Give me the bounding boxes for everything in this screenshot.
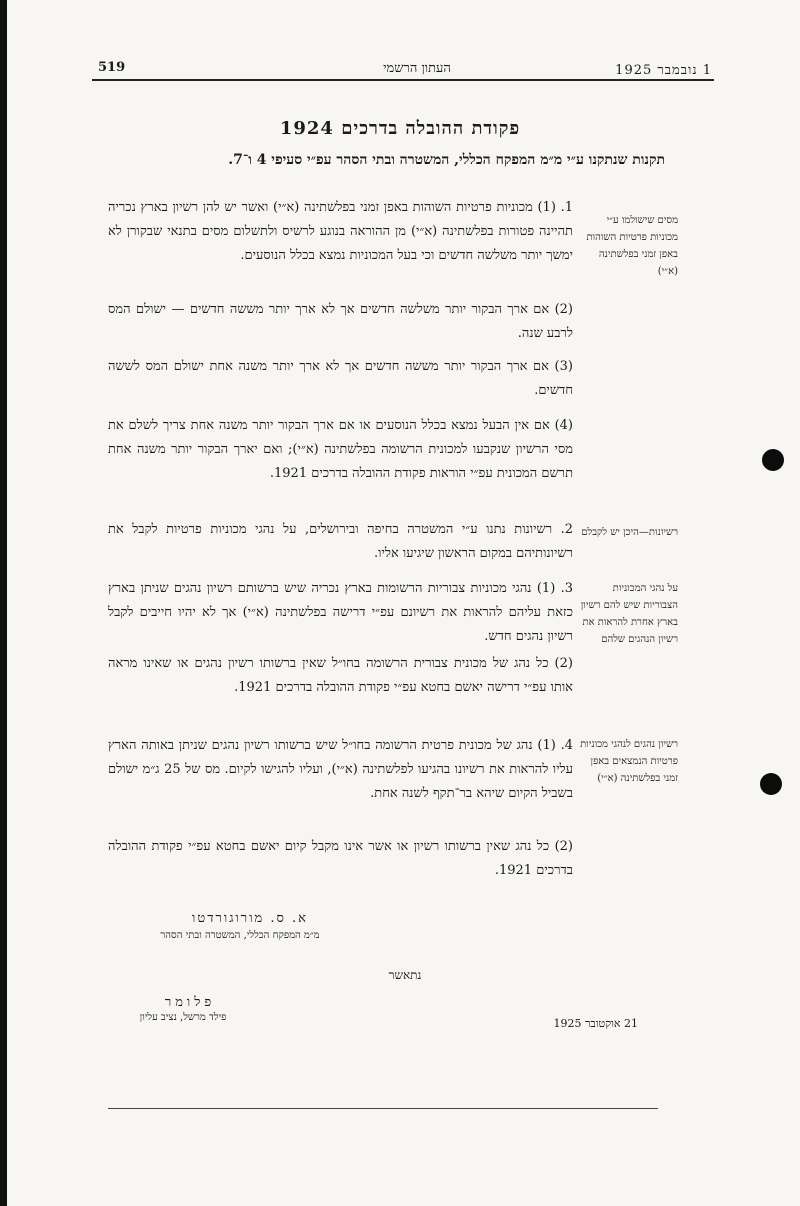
paragraph: (2) אם ארך הבקור יותר משלשה חדשים אך לא ארך יותר מששה חדשים — ישולם המס לרבע שנה. bbox=[108, 302, 573, 341]
punch-hole bbox=[760, 773, 782, 795]
approver-role: פילד מרשל, נציב עליון bbox=[139, 1012, 227, 1023]
margin-note: רשיון נהגים לנהגי מכוניות פרטיות הנמצאים באפן זמני בפלשתינה (א״י) bbox=[580, 739, 678, 784]
margin-note: מסים שישולמו ע״י מכוניות פרטיות השוהות באפן זמני בפלשתינה (א״י) bbox=[586, 215, 678, 277]
gazette-name: העתון הרשמי bbox=[383, 61, 451, 76]
document-title: פקודת ההובלה בדרכים 1924 bbox=[279, 118, 521, 139]
punch-hole bbox=[762, 449, 784, 471]
footer-rule bbox=[108, 1108, 658, 1109]
scan-edge-bar bbox=[0, 0, 7, 1206]
approved-label: נתאשר bbox=[388, 968, 422, 982]
margin-note: על נהגי המכוניות הצבוריות שיש להם רשיון בארץ אחרת להראות את רשיון הנהגים שלהם bbox=[580, 583, 678, 645]
signatory-role: מ״מ המפקח הכללי, המשטרה ובתי הסהר bbox=[160, 930, 320, 941]
signature-date: 21 אוקטובר 1925 bbox=[553, 1017, 638, 1030]
paragraph: (4) אם אין הבעל נמצא בכלל הנוסעים או אם ארך הבקור יותר משנה אחת צריך לשלם את מסי הרשיון שנקבעו למכונית הרשומה בפלשתינה (א״י); ואם יארך הבקור יותר משנה אחת תרשם המכונית עפ״י הוראות פקודת ההובלה בדרכים 1921. bbox=[108, 418, 573, 481]
paragraph: 1. (1) מכוניות פרטיות השוהות באפן זמני בפלשתינה (א״י) ואשר יש להן רשיון בארץ נכריה תהיינה פטורות בפלשתינה (א״י) מן ההוראה בנוגע לרשיס ולתשלום מסים בתנאי שבקורן לא ימשך יותר משלשה חדשים וכי בעל המכוניות נמצא בכלל הנוסעים. bbox=[108, 200, 574, 263]
paragraph: 2. רשיונות נתנו ע״י המשטרה בחיפה ובירושלים, על נהגי מכוניות פרטיות לקבל את רשיונותיהם במקום הראשון שיגיעו אליו. bbox=[108, 522, 573, 561]
header-rule bbox=[92, 79, 714, 81]
paragraph: (2) כל נהג שאין ברשותו רשיון או אשר אינו מקבל קיום יאשם בחטא עפ״י פקודת ההובלה בדרכים 1921. bbox=[108, 839, 573, 878]
paragraph: 4. (1) נהג של מכונית פרטית הרשומה בחו״ל שיש ברשותו רשיון נהגים שניתן באותה הארץ עליו להראות את רשיונו בהגיעו לפלשתינה (א״י), ועליו להגישו לקיום. מס של 25 ג״מ ישולם בשביל הקיום שיהא בר־תקף לשנה אחת. bbox=[108, 738, 573, 801]
paragraph: 3. (1) נהגי מכוניות צבוריות הרשומות בארץ נכריה שיש ברשותם רשיון נהגים שניתן בארץ כזאת עליהם להראות את רשיונם עפ״י דרישה בפלשתינה (א״י) אך לא יהיו חייבים לקבל רשיון נהגים חדש. bbox=[108, 581, 573, 644]
document-subtitle: תקנות שנתקנו ע״י מ״מ המפקח הכללי, המשטרה ובתי הסהר עפ״י סעיפי 4 ו־7. bbox=[228, 152, 665, 168]
paragraph: (2) כל נהג של מכונית צבורית הרשומה בחו״ל שאין ברשותו רשיון נהגים או שאינו מראה אותו עפ״י דרישה יאשם בחטא עפ״י פקודת ההובלה בדרכים 1921. bbox=[108, 656, 573, 695]
paragraph: (3) אם ארך הבקור יותר מששה חדשים אך לא ארך יותר משנה אחת ישולם המס לששה חדשים. bbox=[108, 359, 573, 398]
page-number: 519 bbox=[98, 60, 126, 75]
approver-name: פלומר bbox=[164, 995, 216, 1010]
signatory-name: א. ס. מורוגורדטו bbox=[192, 911, 308, 926]
issue-date: 1 נובמבר 1925 bbox=[615, 63, 712, 78]
margin-note: רשיונות—היכן יש לקבלם bbox=[581, 527, 678, 538]
